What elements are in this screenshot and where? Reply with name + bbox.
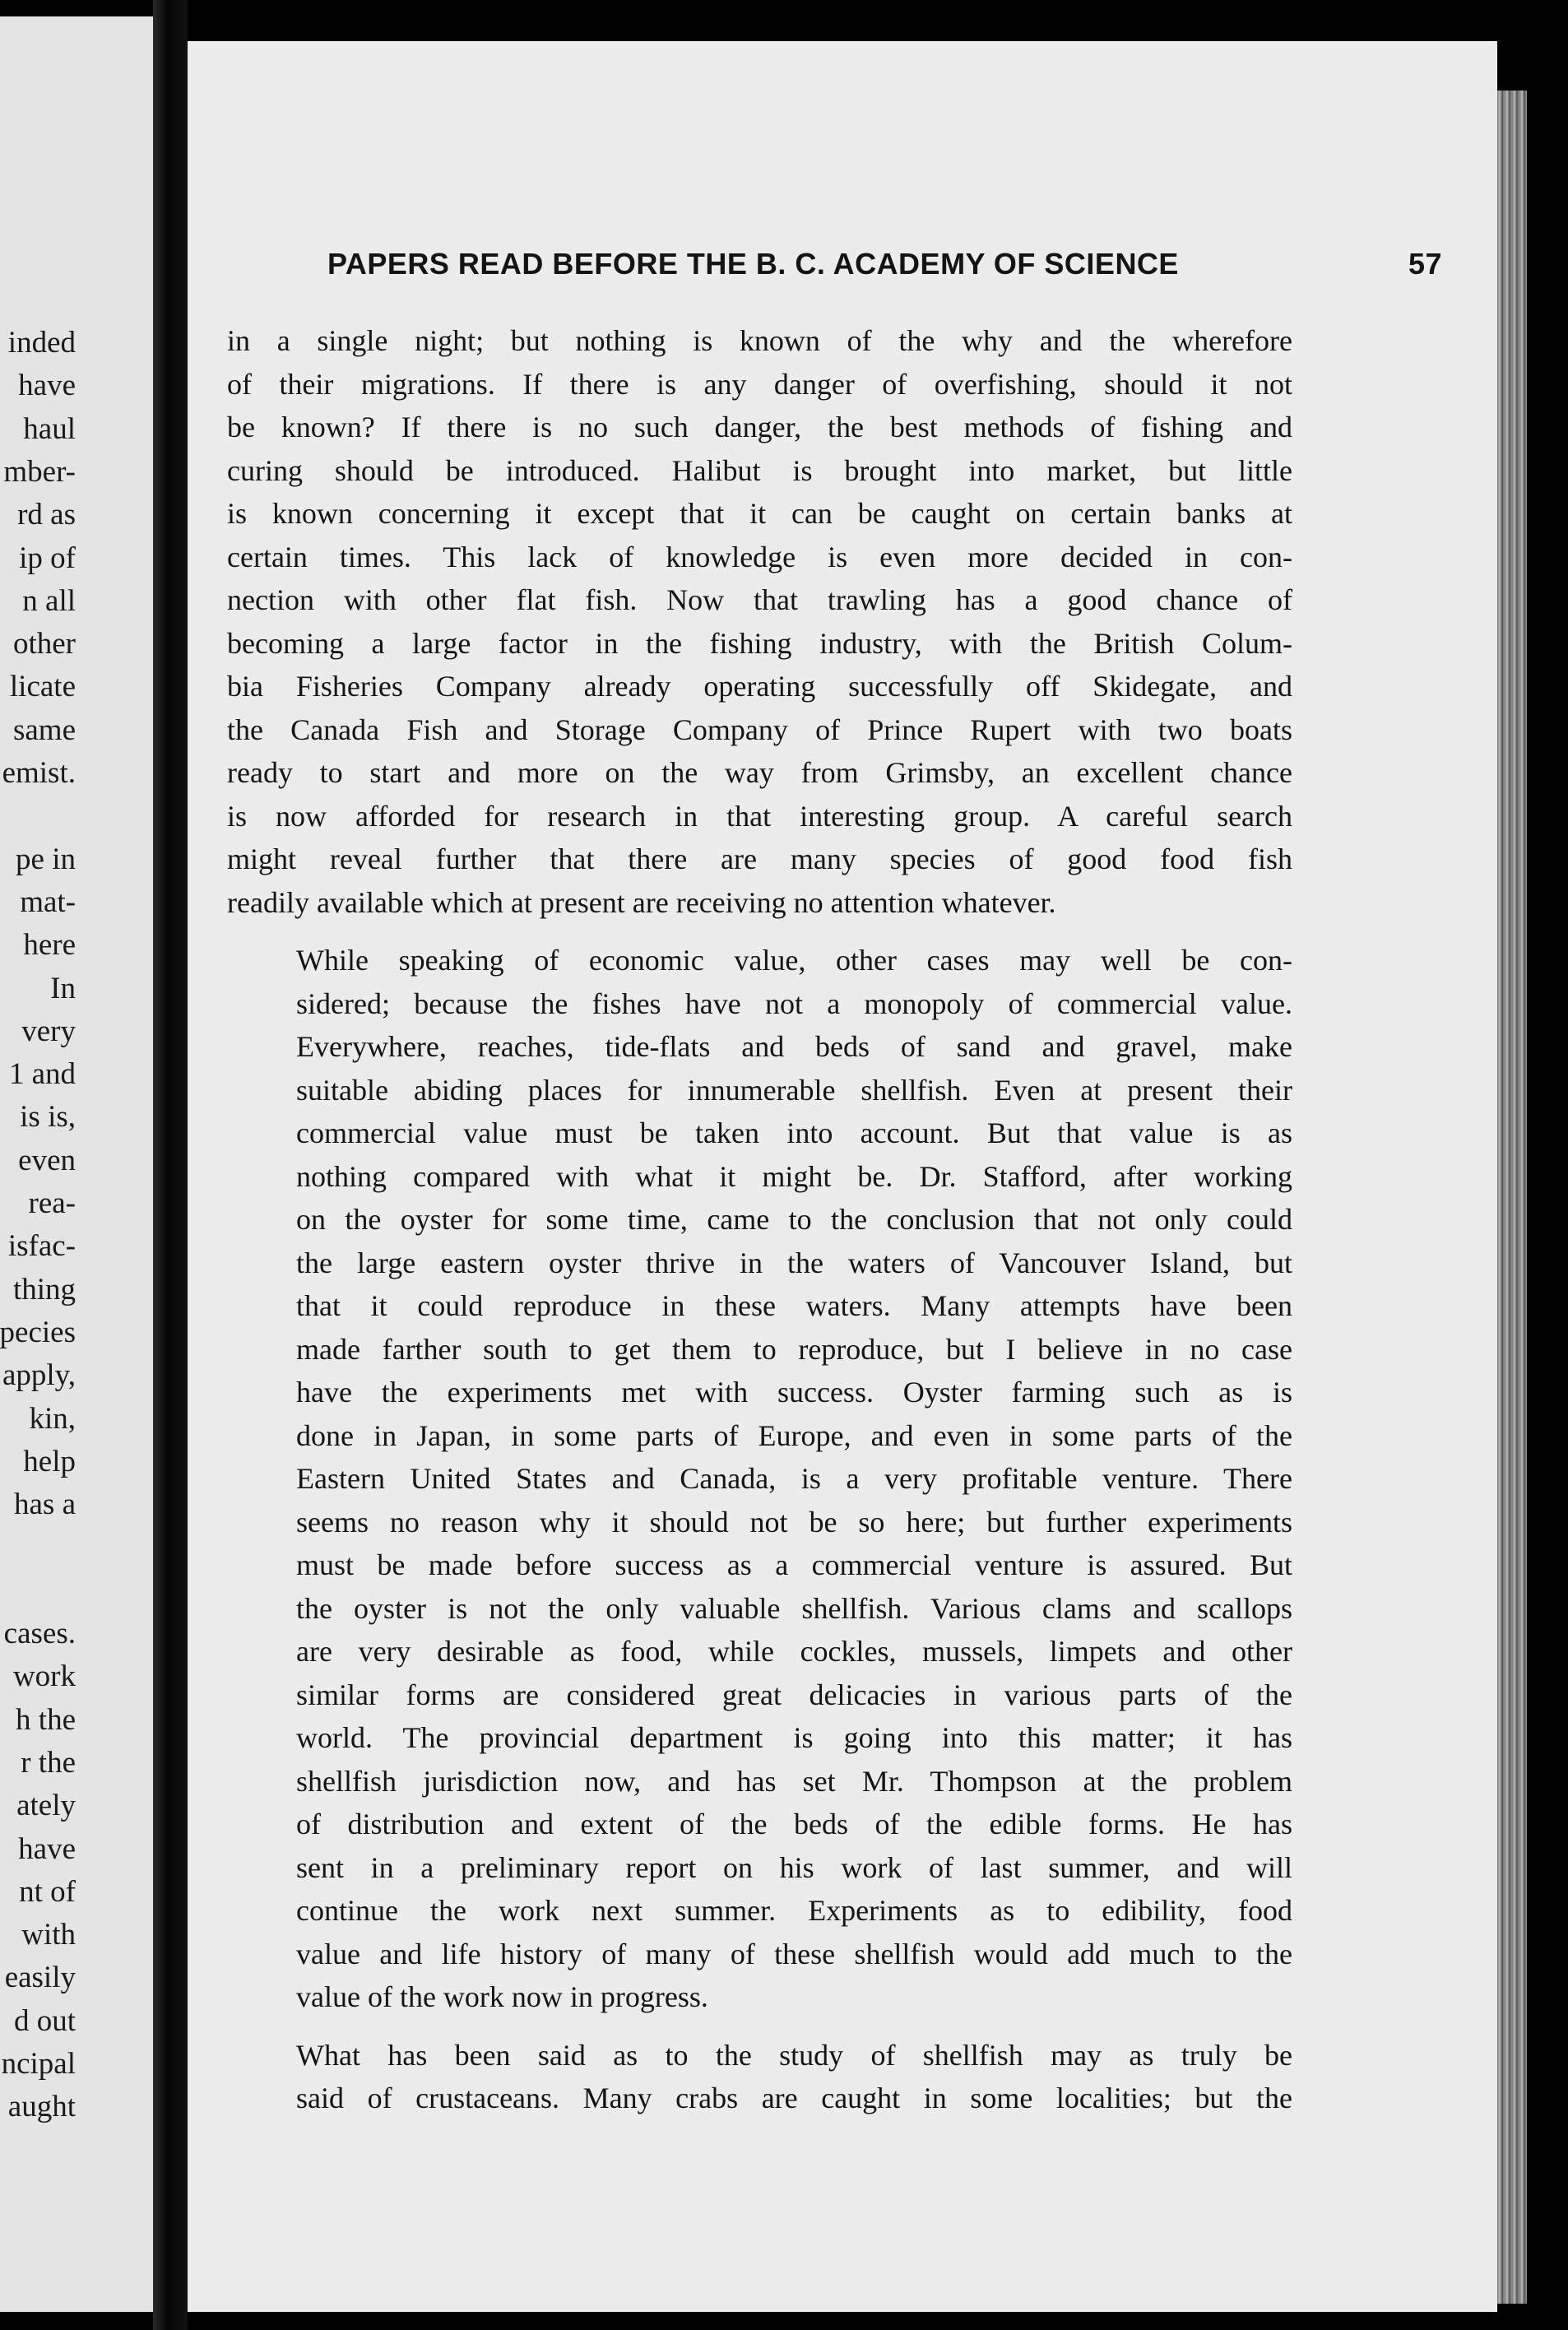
- left-page-fragment: same: [12, 712, 76, 747]
- text-line: ready to start and more on the way from Grimsby, an excellent chance: [227, 756, 1292, 789]
- left-page-fragment: In: [50, 971, 76, 1005]
- left-page-fragment: pecies: [0, 1315, 76, 1349]
- left-page-fragment: h the: [16, 1702, 76, 1737]
- left-page-fragment: other: [12, 627, 76, 661]
- left-page-fragment: thing: [12, 1272, 76, 1307]
- text-line: readily available which at present are receiving no attention whatever.: [227, 885, 1056, 919]
- left-page-fragment: r the: [21, 1745, 76, 1780]
- running-header: [327, 247, 1442, 281]
- left-page-fragment: with: [21, 1918, 76, 1952]
- left-page-fragment: licate: [9, 670, 76, 704]
- left-page-fragment: have: [18, 369, 76, 403]
- paragraph: [227, 2034, 1292, 2120]
- text-line: the large eastern oyster thrive in the waters of Vancouver Island, but: [296, 1246, 1292, 1279]
- text-line: on the oyster for some time, came to the conclusion that not only could: [296, 1203, 1292, 1236]
- text-line: nection with other flat fish. Now that trawling has a good chance of: [227, 583, 1292, 616]
- text-line: is now afforded for research in that interesting group. A careful search: [227, 799, 1292, 833]
- left-page-edge: [0, 16, 153, 2312]
- text-line: bia Fisheries Company already operating successfully off Skidegate, and: [227, 670, 1292, 703]
- text-line: said of crustaceans. Many crabs are caught in some localities; but the: [296, 2082, 1292, 2114]
- left-page-fragment: 1 and: [8, 1057, 76, 1092]
- text-line: certain times. This lack of knowledge is even more decided in con-: [227, 540, 1292, 573]
- left-page-fragment: help: [23, 1444, 76, 1478]
- text-line: seems no reason why it should not be so here; but further experiments: [296, 1505, 1292, 1539]
- paragraph: [227, 939, 1292, 2019]
- text-line: of distribution and extent of the beds of the edible forms. He has: [296, 1808, 1292, 1840]
- text-line: be known? If there is no such danger, the best methods of fishing and: [227, 411, 1292, 443]
- left-page-fragment: ncipal: [1, 2047, 76, 2081]
- text-line: that it could reproduce in these waters. Many attempts have been: [296, 1289, 1292, 1322]
- page: [188, 41, 1497, 2312]
- left-page-fragment: rea-: [28, 1186, 76, 1220]
- left-page-fragment: ip of: [19, 541, 76, 575]
- text-line: nothing compared with what it might be. Dr. Stafford, after working: [296, 1159, 1292, 1193]
- left-page-fragment: cases.: [3, 1617, 76, 1650]
- left-page-fragment: emist.: [2, 756, 76, 790]
- left-page-fragment: d out: [13, 2003, 76, 2038]
- left-page-fragment: n all: [22, 583, 76, 618]
- left-page-fragment: work: [12, 1659, 76, 1694]
- left-page-fragment: haul: [23, 411, 76, 446]
- left-page-fragment: isfac-: [7, 1229, 76, 1264]
- left-page-fragment: has a: [14, 1488, 76, 1522]
- text-line: world. The provincial department is going into this matter; it has: [296, 1721, 1292, 1754]
- text-line: of their migrations. If there is any danger of overfishing, should it not: [227, 367, 1292, 401]
- text-line: commercial value must be taken into account. But that value is as: [296, 1116, 1292, 1149]
- left-page-fragment: rd as: [17, 498, 76, 532]
- text-line: suitable abiding places for innumerable shellfish. Even at present their: [296, 1073, 1292, 1107]
- text-line: curing should be introduced. Halibut is brought into market, but little: [227, 453, 1292, 487]
- page-number: 57: [1408, 247, 1442, 281]
- book-gutter: [153, 0, 188, 2330]
- left-page-fragment: kin,: [29, 1401, 76, 1436]
- left-page-fragment: nt of: [19, 1874, 76, 1909]
- left-page-fragment: here: [23, 928, 76, 963]
- text-line: While speaking of economic value, other cases may well be con-: [296, 944, 1292, 977]
- left-page-fragment: is is,: [20, 1100, 76, 1135]
- left-page-fragment: ately: [16, 1789, 76, 1823]
- left-page-fragment: pe in: [16, 842, 76, 876]
- text-line: made farther south to get them to reproduce, but I believe in no case: [296, 1332, 1292, 1366]
- paragraph: [227, 319, 1292, 924]
- left-page-fragment: aught: [7, 2090, 76, 2124]
- text-line: is known concerning it except that it can be caught on certain banks at: [227, 497, 1292, 530]
- left-page-fragment: very: [21, 1014, 76, 1048]
- text-line: continue the work next summer. Experiments as to edibility, food: [296, 1894, 1292, 1927]
- text-line: becoming a large factor in the fishing industry, with the British Colum-: [227, 626, 1292, 660]
- text-line: sent in a preliminary report on his work of last summer, and will: [296, 1850, 1292, 1884]
- text-line: similar forms are considered great delicacies in various parts of the: [296, 1678, 1292, 1711]
- running-title: PAPERS READ BEFORE THE B. C. ACADEMY OF SCIENCE: [327, 247, 1179, 281]
- page-stack-edge: [1497, 91, 1527, 2304]
- left-page-fragment: apply,: [2, 1358, 76, 1393]
- text-line: have the experiments met with success. Oyster farming such as is: [296, 1376, 1292, 1409]
- text-line: value of the work now in progress.: [296, 1980, 708, 2013]
- text-line: are very desirable as food, while cockles, mussels, limpets and other: [296, 1635, 1292, 1668]
- left-page-fragment: inded: [7, 326, 76, 360]
- text-line: shellfish jurisdiction now, and has set Mr. Thompson at the problem: [296, 1764, 1292, 1798]
- text-line: What has been said as to the study of shellfish may as truly be: [296, 2038, 1292, 2072]
- left-page-fragment: mber-: [3, 454, 76, 489]
- text-line: the oyster is not the only valuable shellfish. Various clams and scallops: [296, 1591, 1292, 1625]
- left-page-fragment: even: [18, 1143, 76, 1177]
- text-line: done in Japan, in some parts of Europe, and even in some parts of the: [296, 1418, 1292, 1452]
- text-line: Eastern United States and Canada, is a very profitable venture. There: [296, 1462, 1292, 1495]
- left-page-fragment: have: [18, 1831, 76, 1866]
- text-line: the Canada Fish and Storage Company of Prince Rupert with two boats: [227, 712, 1292, 746]
- text-line: must be made before success as a commercial venture is assured. But: [296, 1548, 1292, 1581]
- text-line: Everywhere, reaches, tide-flats and beds of sand and gravel, make: [296, 1030, 1292, 1063]
- text-line: in a single night; but nothing is known of the why and the wherefore: [227, 324, 1292, 357]
- text-line: value and life history of many of these shellfish would add much to the: [296, 1937, 1292, 1970]
- text-line: might reveal further that there are many species of good food fish: [227, 842, 1292, 875]
- text-line: sidered; because the fishes have not a monopoly of commercial value.: [296, 986, 1292, 1020]
- body-text: [227, 319, 1292, 2120]
- left-page-fragment: easily: [4, 1961, 76, 1995]
- left-page-fragment: mat-: [20, 884, 76, 919]
